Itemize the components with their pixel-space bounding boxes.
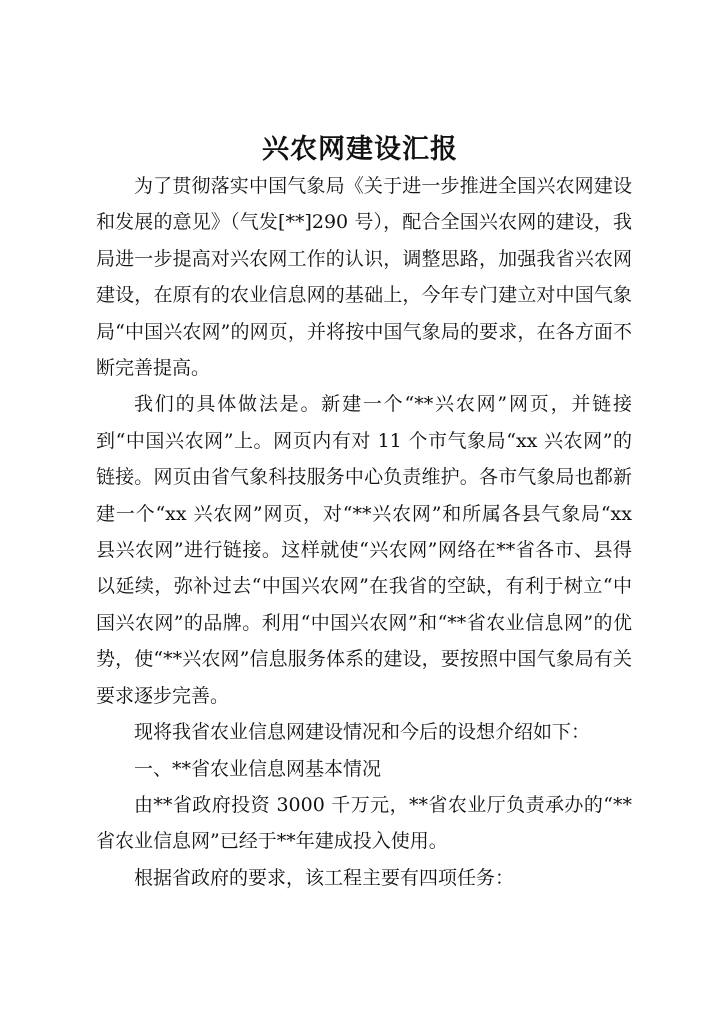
paragraph-approach: 我们的具体做法是。新建一个“**兴农网”网页，并链接到“中国兴农网”上。网页内有对 11 个市气象局“xx 兴农网”的链接。网页由省气象科技服务中心负责维护。各市气象局也都新建一个“xx 兴农网”网页，对“**兴农网”和所属各县气象局“xx 县兴农网”进行链接。这样就使“兴农网”网络在**省各市、县得以延续，弥补过去“中国兴农网”在我省的空缺，有利于树立“中国兴农网”的品牌。利用“中国兴农网”和“**省农业信息网”的优势，使“**兴农网”信息服务体系的建设，要按照中国气象局有关要求逐步完善。	[96, 393, 632, 707]
section-heading: 一、**省农业信息网基本情况	[134, 757, 382, 780]
paragraph-investment: 由**省政府投资 3000 千万元，**省农业厅负责承办的“**省农业信息网”已经于**年建成投入使用。	[96, 793, 632, 853]
paragraph-intro: 为了贯彻落实中国气象局《关于进一步推进全国兴农网建设和发展的意见》（气发[**]290 号），配合全国兴农网的建设，我局进一步提高对兴农网工作的认识，调整思路，加强我省兴农网建设，在原有的农业信息网的基础上，今年专门建立对中国气象局“中国兴农网”的网页，并将按中国气象局的要求，在各方面不断完善提高。	[96, 175, 632, 380]
paragraph-tasks: 根据省政府的要求，该工程主要有四项任务：	[134, 866, 515, 889]
document-body	[96, 168, 632, 896]
paragraph-overview: 现将我省农业信息网建设情况和今后的设想介绍如下：	[134, 721, 591, 744]
document-title: 兴农网建设汇报	[262, 134, 458, 165]
